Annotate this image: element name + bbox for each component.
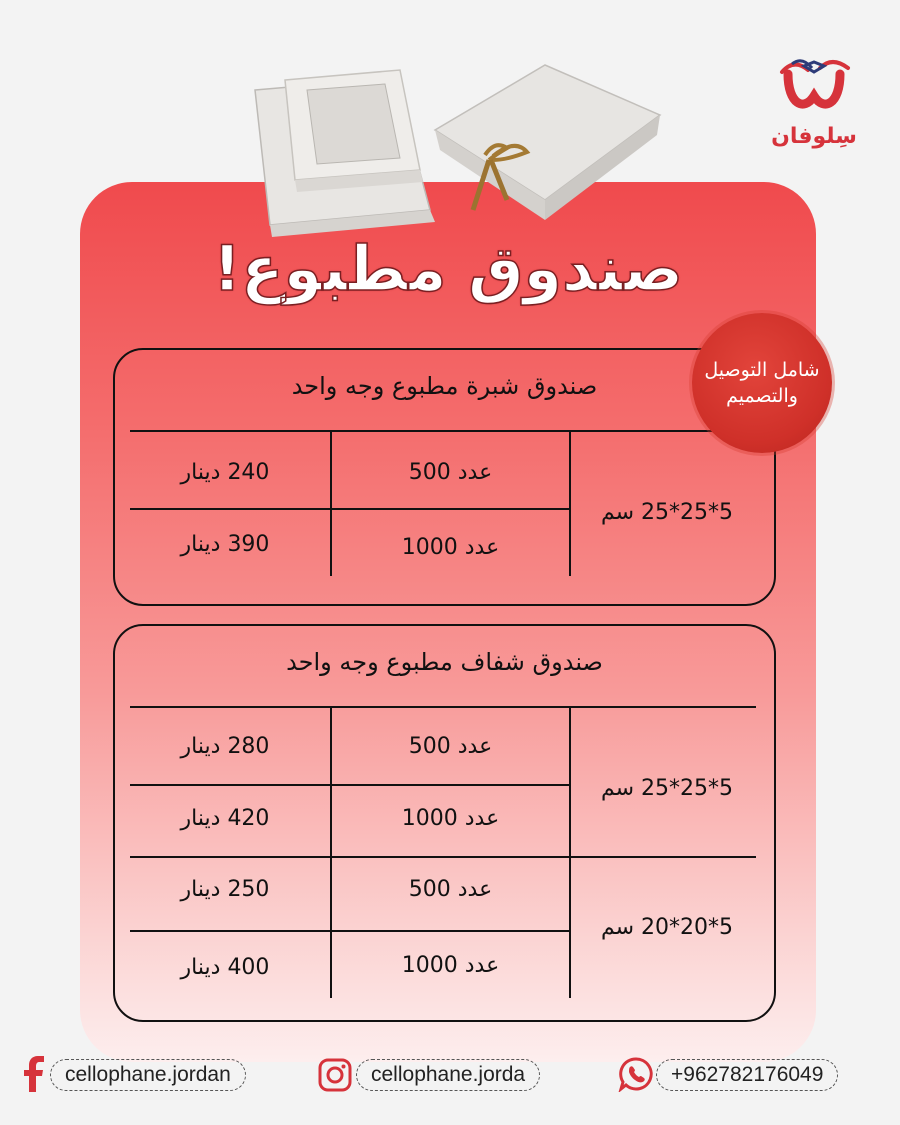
price-cell: 390 دينار <box>180 532 270 557</box>
table-divider <box>130 706 756 708</box>
table-divider <box>130 430 756 432</box>
qty-cell: عدد 500 <box>408 877 493 902</box>
table-divider <box>130 508 570 510</box>
qty-cell: عدد 1000 <box>401 953 500 978</box>
qty-cell: عدد 1000 <box>401 806 500 831</box>
instagram-icon[interactable] <box>318 1058 352 1092</box>
price-cell: 240 دينار <box>180 460 270 485</box>
table-divider <box>569 706 571 998</box>
window-box-icon <box>255 70 435 237</box>
facebook-link[interactable]: cellophane.jordan <box>50 1059 246 1091</box>
size-cell: 5*25*25 سم <box>600 776 734 801</box>
size-cell: 5*25*25 سم <box>600 500 734 525</box>
brand-logo <box>766 52 862 162</box>
qty-cell: عدد 500 <box>408 460 493 485</box>
table-divider <box>130 784 570 786</box>
price-cell: 280 دينار <box>180 734 270 759</box>
product-boxes-image <box>245 60 675 240</box>
card-heading: صندوق شفاف مطبوع وجه واحد <box>286 648 603 676</box>
table-divider <box>569 430 571 576</box>
badge-line: والتصميم <box>726 385 798 407</box>
brand-name: سِلوفان <box>771 124 857 149</box>
table-divider <box>130 930 570 932</box>
whatsapp-link[interactable]: +962782176049 <box>656 1059 838 1091</box>
delivery-badge <box>692 313 832 453</box>
card-heading: صندوق شبرة مطبوع وجه واحد <box>291 372 598 400</box>
qty-cell: عدد 1000 <box>401 535 500 560</box>
instagram-link[interactable]: cellophane.jorda <box>356 1059 540 1091</box>
size-cell: 5*20*20 سم <box>600 915 734 940</box>
gift-logo-icon <box>774 52 854 122</box>
table-divider <box>130 856 756 858</box>
ribbon-box-icon <box>435 65 660 220</box>
price-cell: 400 دينار <box>180 955 270 980</box>
qty-cell: عدد 500 <box>408 734 493 759</box>
badge-line: شامل التوصيل <box>704 359 820 381</box>
price-cell: 250 دينار <box>180 877 270 902</box>
price-cell: 420 دينار <box>180 806 270 831</box>
whatsapp-icon[interactable] <box>618 1056 654 1092</box>
facebook-icon[interactable] <box>22 1056 48 1092</box>
page-title: صندوق مطبوع! <box>212 232 684 305</box>
